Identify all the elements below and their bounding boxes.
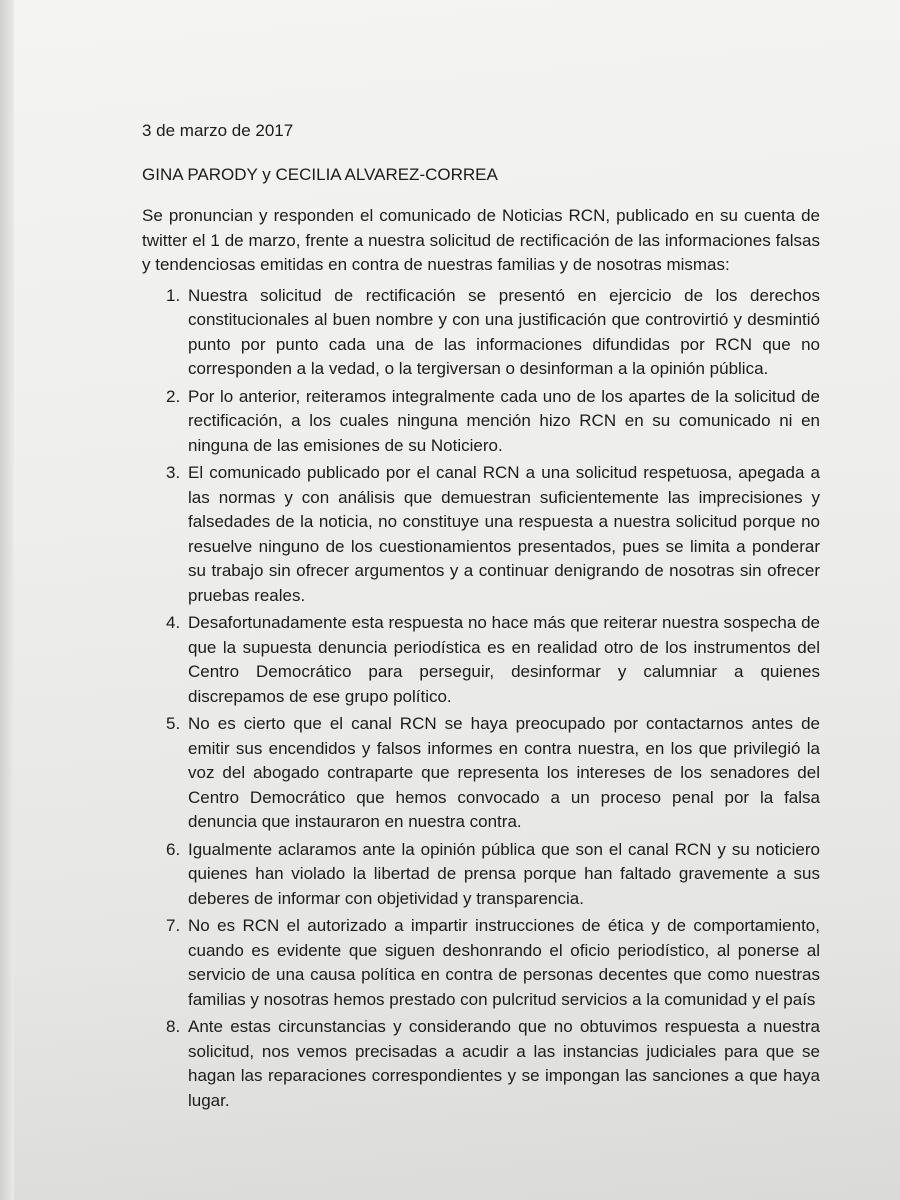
list-item-text: No es RCN el autorizado a impartir instrucciones de ética y de comportamiento, cuando es evidente que siguen deshonrando el oficio periodístico, al ponerse al servicio de una causa política en contra de personas decentes que como nuestras familias y nosotras hemos prestado con pulcritud servicios a la comunidad y el país — [188, 916, 820, 1009]
list-item-text: No es cierto que el canal RCN se haya preocupado por contactarnos antes de emitir sus encendidos y falsos informes en contra nuestra, en los que privilegió la voz del abogado contraparte que representa los intereses de los senadores del Centro Democrático que hemos convocado a un proceso penal por la falsa denuncia que instauraron en nuestra contra. — [188, 714, 820, 831]
list-item-text: Igualmente aclaramos ante la opinión pública que son el canal RCN y su noticiero quienes han violado la libertad de prensa porque han faltado gravemente a sus deberes de informar con objetividad y transparencia. — [188, 839, 820, 908]
list-item-number: 3. — [166, 463, 181, 482]
list-item — [142, 914, 820, 1012]
list-item-text: Desafortunadamente esta respuesta no hace más que reiterar nuestra sospecha de que la supuesta denuncia periodística es en realidad otro de los instrumentos del Centro Democrático para perseguir, desinformar y calumniar a quienes discrepamos de ese grupo político. — [188, 613, 820, 706]
document-authors: GINA PARODY y CECILIA ALVAREZ-CORREA — [142, 165, 498, 184]
list-item-number: 4. — [166, 613, 181, 632]
list-item-number: 8. — [166, 1017, 181, 1036]
list-item-text: Ante estas circunstancias y considerando que no obtuvimos respuesta a nuestra solicitud, nos vemos precisadas a acudir a las instancias judiciales para que se hagan las reparaciones correspondientes y se impongan las sanciones a que haya lugar. — [188, 1017, 820, 1110]
list-item-number: 2. — [166, 386, 181, 406]
list-item — [142, 461, 820, 608]
list-item — [142, 385, 820, 459]
numbered-list — [142, 284, 820, 1114]
list-item-text: Por lo anterior, reiteramos integralmente cada uno de los apartes de la solicitud de rectificación, a los cuales ninguna mención hizo RCN en su comunicado ni en ninguna de las emisiones de su Noticiero. — [188, 386, 820, 455]
list-item-number: 1. — [166, 285, 181, 305]
list-item — [142, 284, 820, 382]
list-item-text: Nuestra solicitud de rectificación se presentó en ejercicio de los derechos constitucionales al buen nombre y con una justificación que controvirtió y desmintió punto por punto cada una de las informaciones difundidas por RCN que no corresponden a la vedad, o la tergiversan o desinforman a la opinión pública. — [188, 285, 820, 378]
document-intro: Se pronuncian y responden el comunicado de Noticias RCN, publicado en su cuenta de twitter el 1 de marzo, frente a nuestra solicitud de rectificación de las informaciones falsas y tendenciosas emitidas en contra de nuestras familias y de nosotras mismas: — [142, 206, 820, 274]
list-item-text: El comunicado publicado por el canal RCN a una solicitud respetuosa, apegada a las normas y con análisis que demuestran suficientemente las imprecisiones y falsedades de la noticia, no constituye una respuesta a nuestra solicitud porque no resuelve ninguno de los cuestionamientos presentados, pues se limita a ponderar su trabajo sin ofrecer argumentos y a continuar denigrando de nosotras sin ofrecer pruebas reales. — [188, 463, 820, 605]
list-item — [142, 838, 820, 912]
document-date: 3 de marzo de 2017 — [142, 121, 294, 140]
list-item-number: 5. — [166, 714, 181, 733]
list-item-number: 7. — [166, 916, 181, 935]
list-item-number: 6. — [166, 839, 181, 859]
list-item — [142, 1015, 820, 1113]
list-item — [142, 611, 820, 709]
list-item — [142, 712, 820, 835]
